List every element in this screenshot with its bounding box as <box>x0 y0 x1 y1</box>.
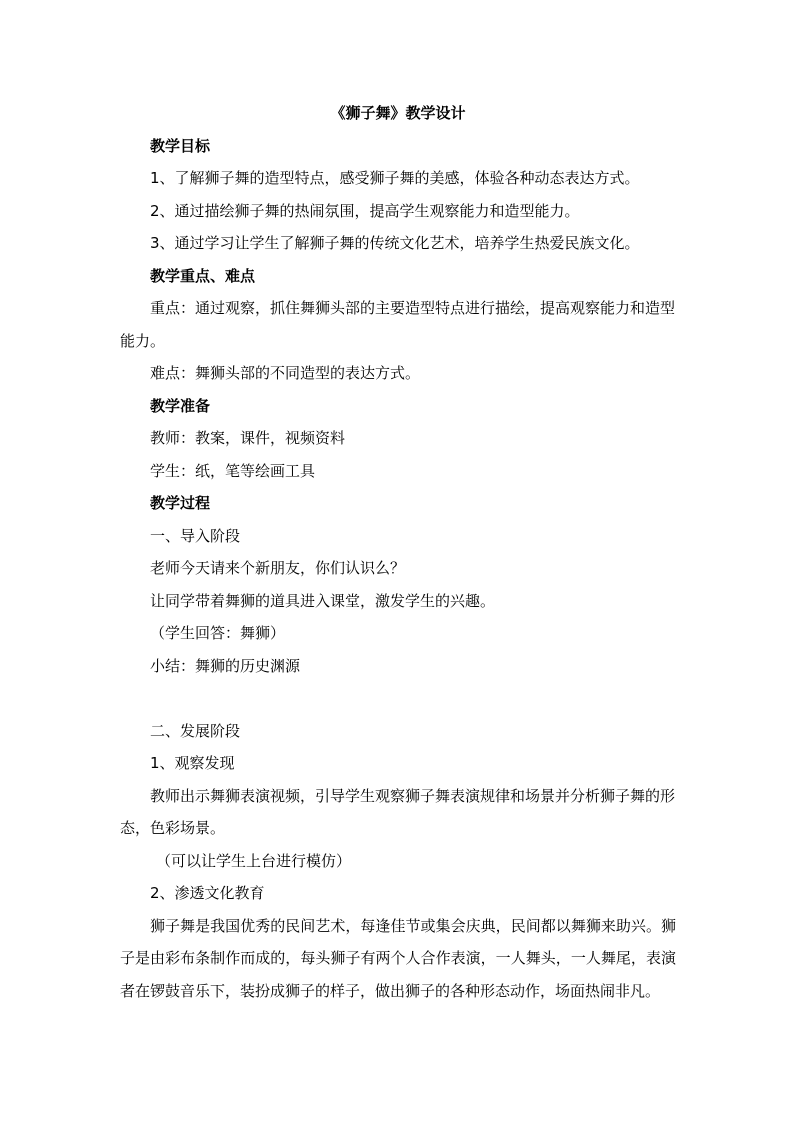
objective-item: 3、通过学习让学生了解狮子舞的传统文化艺术，培养学生热爱民族文化。 <box>150 234 640 252</box>
blank-line <box>120 682 676 715</box>
preparation-heading: 教学准备 <box>150 396 211 415</box>
document-title: 《狮子舞》教学设计 <box>330 104 466 122</box>
intro-line: 让同学带着舞狮的道具进入课堂，激发学生的兴趣。 <box>150 591 496 610</box>
document-page <box>120 97 676 1007</box>
intro-heading: 一、导入阶段 <box>150 526 241 545</box>
develop-step2-text: 狮子舞是我国优秀的民间艺术，每逢佳节或集会庆典，民间都以舞狮来助兴。狮子是由彩布条制作而成的，每头狮子有两个人合作表演，一人舞头，一人舞尾，表演者在锣鼓音乐下，装扮成狮子的样子，做出狮子的各种形态动作，场面热闹非凡。 <box>120 916 676 1000</box>
key-points-heading: 教学重点、难点 <box>150 266 256 285</box>
objectives-heading: 教学目标 <box>150 136 211 155</box>
objective-item: 2、通过描绘狮子舞的热闹氛围，提高学生观察能力和造型能力。 <box>150 201 580 220</box>
key-point-focus: 重点：通过观察，抓住舞狮头部的主要造型特点进行描绘，提高观察能力和造型能力。 <box>120 299 676 350</box>
key-point-difficulty: 难点：舞狮头部的不同造型的表达方式。 <box>150 364 421 382</box>
develop-heading: 二、发展阶段 <box>150 721 241 740</box>
develop-step1-note: （可以让学生上台进行模仿） <box>156 851 352 870</box>
intro-line: 小结：舞狮的历史渊源 <box>150 656 301 675</box>
intro-line: （学生回答：舞狮） <box>150 624 286 642</box>
preparation-student: 学生：纸，笔等绘画工具 <box>150 461 316 480</box>
process-heading: 教学过程 <box>150 494 211 512</box>
objective-item: 1、了解狮子舞的造型特点，感受狮子舞的美感，体验各种动态表达方式。 <box>150 169 640 187</box>
develop-step1: 1、观察发现 <box>150 754 235 772</box>
intro-line: 老师今天请来个新朋友，你们认识么？ <box>150 559 406 577</box>
develop-step2: 2、渗透文化教育 <box>150 884 265 902</box>
develop-step1-text: 教师出示舞狮表演视频，引导学生观察狮子舞表演规律和场景并分析狮子舞的形态，色彩场景。 <box>120 786 676 837</box>
preparation-teacher: 教师：教案，课件，视频资料 <box>150 429 346 447</box>
